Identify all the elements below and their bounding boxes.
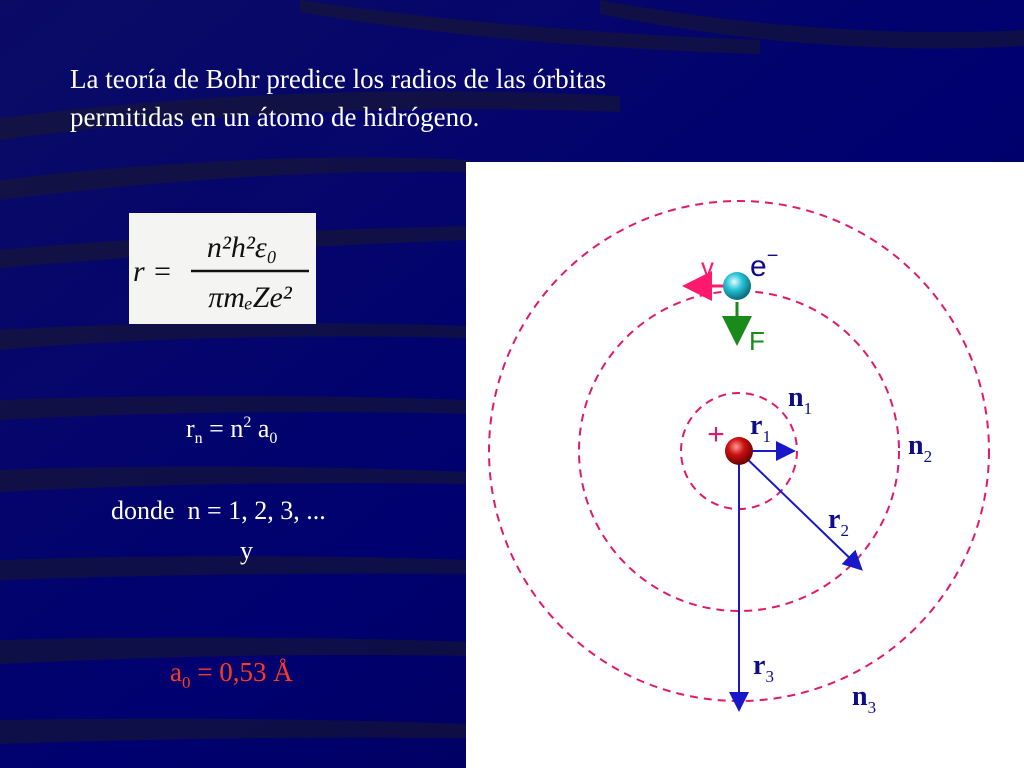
orbit-label-n1-main: n — [788, 382, 804, 413]
bohr-atom-svg — [466, 162, 1024, 768]
radius-label-r3-main: r — [753, 650, 766, 681]
radius-label-r3 — [753, 650, 774, 686]
orbit-label-n3 — [852, 681, 876, 717]
orbit-label-n1-sub: 1 — [803, 399, 813, 418]
relation-n-exponent: 2 — [243, 414, 252, 431]
force-label: F — [749, 326, 765, 356]
a0-value: = 0,53 Å — [190, 657, 293, 687]
orbit-label-n3-sub: 3 — [867, 698, 877, 717]
bohr-radius-formula-image — [129, 213, 316, 324]
orbit-label-n2-sub: 2 — [923, 447, 933, 466]
radius-label-r3-sub: 3 — [765, 667, 774, 686]
radius-label-r1-main: r — [750, 410, 763, 441]
orbit-label-n2 — [908, 430, 932, 466]
radius-relation — [186, 414, 278, 447]
radius-label-r1-sub: 1 — [762, 427, 771, 446]
radius-r2-arrow — [739, 451, 860, 568]
relation-r: r — [186, 414, 195, 443]
formula-lhs: r = — [133, 255, 173, 288]
orbit-label-n2-main: n — [908, 430, 924, 461]
relation-a: a — [251, 414, 270, 443]
electron-label-main: e — [750, 250, 767, 283]
relation-a-subscript: 0 — [269, 430, 278, 447]
orbit-label-n3-main: n — [852, 681, 868, 712]
intro-line-1: La teoría de Bohr predice los radios de las órbitas — [70, 64, 607, 94]
formula-numerator: n²h²ε₀ — [206, 231, 278, 264]
formula-graphic — [129, 213, 316, 324]
formula-denominator: πmₑZe² — [208, 281, 292, 314]
a0-subscript: 0 — [181, 673, 191, 692]
bohr-radius-value — [170, 657, 293, 692]
bohr-atom-diagram — [466, 162, 1024, 768]
nucleus-plus-sign: + — [707, 418, 725, 451]
electron — [723, 272, 751, 300]
donde-line: donde n = 1, 2, 3, ... — [111, 496, 326, 525]
radius-label-r2 — [828, 504, 849, 540]
intro-line-2: permitidas en un átomo de hidrógeno. — [70, 102, 480, 132]
radius-label-r2-sub: 2 — [840, 521, 849, 540]
electron-charge: − — [766, 245, 779, 267]
y-word: y — [240, 536, 253, 565]
radius-label-r2-main: r — [828, 504, 841, 535]
a0-symbol: a — [170, 657, 182, 687]
nucleus — [725, 437, 753, 465]
orbit-label-n1 — [788, 382, 812, 418]
relation-r-subscript: n — [194, 430, 203, 447]
electron-label — [750, 245, 778, 283]
velocity-label: v — [701, 252, 714, 282]
relation-equals-n: = n — [202, 414, 244, 443]
intro-text — [70, 60, 770, 136]
radius-label-r1 — [750, 410, 771, 446]
